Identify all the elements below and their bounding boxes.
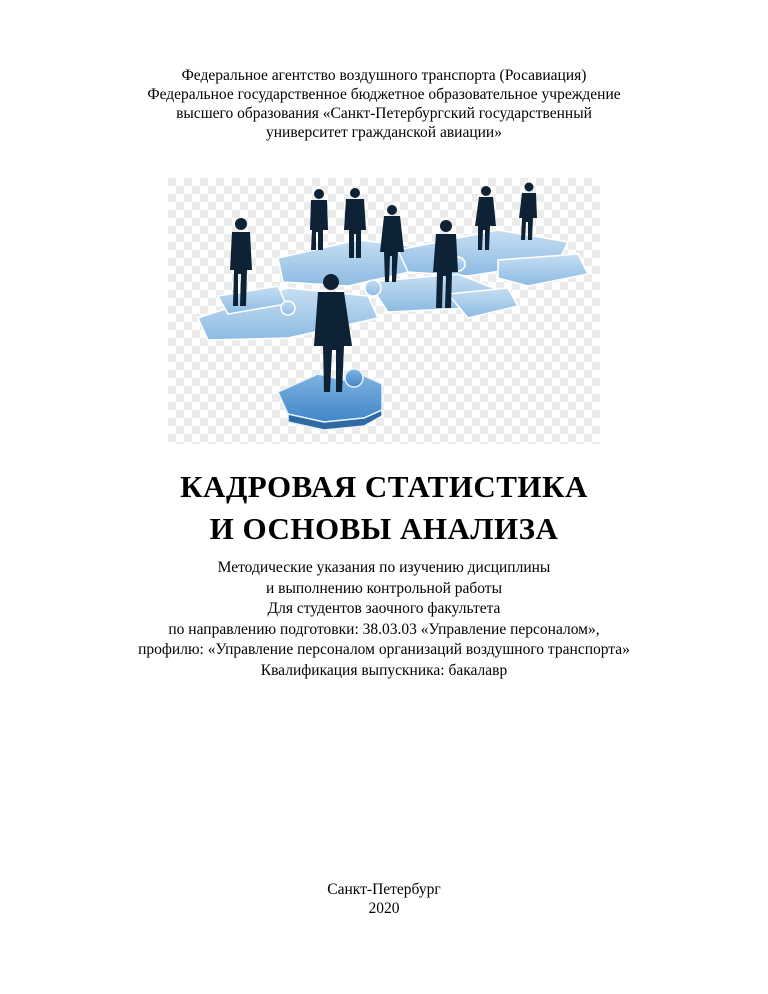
document-subtitle xyxy=(0,558,768,681)
title-line: КАДРОВАЯ СТАТИСТИКА xyxy=(180,469,588,504)
subtitle-line: профилю: «Управление персоналом организаций воздушного транспорта» xyxy=(138,641,630,658)
document-title xyxy=(0,466,768,550)
subtitle-line: Методические указания по изучению дисциплины xyxy=(217,559,551,576)
title-line: И ОСНОВЫ АНАЛИЗА xyxy=(209,511,559,546)
header-line: Федеральное государственное бюджетное образовательное учреждение xyxy=(147,86,621,103)
header-line: высшего образования «Санкт-Петербургский государственный xyxy=(176,105,592,122)
subtitle-line: Квалификация выпускника: бакалавр xyxy=(260,661,508,679)
subtitle-line: Для студентов заочного факультета xyxy=(267,600,501,617)
subtitle-line: и выполнению контрольной работы xyxy=(265,579,502,597)
cover-illustration xyxy=(168,178,600,444)
header-line: Федеральное агентство воздушного транспорта (Росавиация) xyxy=(181,67,587,84)
publication-year: 2020 xyxy=(368,900,400,917)
business-people-on-puzzle-icon xyxy=(168,178,600,444)
publication-footer xyxy=(0,880,768,918)
subtitle-line: по направлению подготовки: 38.03.03 «Управление персоналом», xyxy=(168,620,600,638)
organization-header xyxy=(0,66,768,142)
publication-city: Санкт-Петербург xyxy=(327,881,441,898)
header-line: университет гражданской авиации» xyxy=(266,124,502,141)
